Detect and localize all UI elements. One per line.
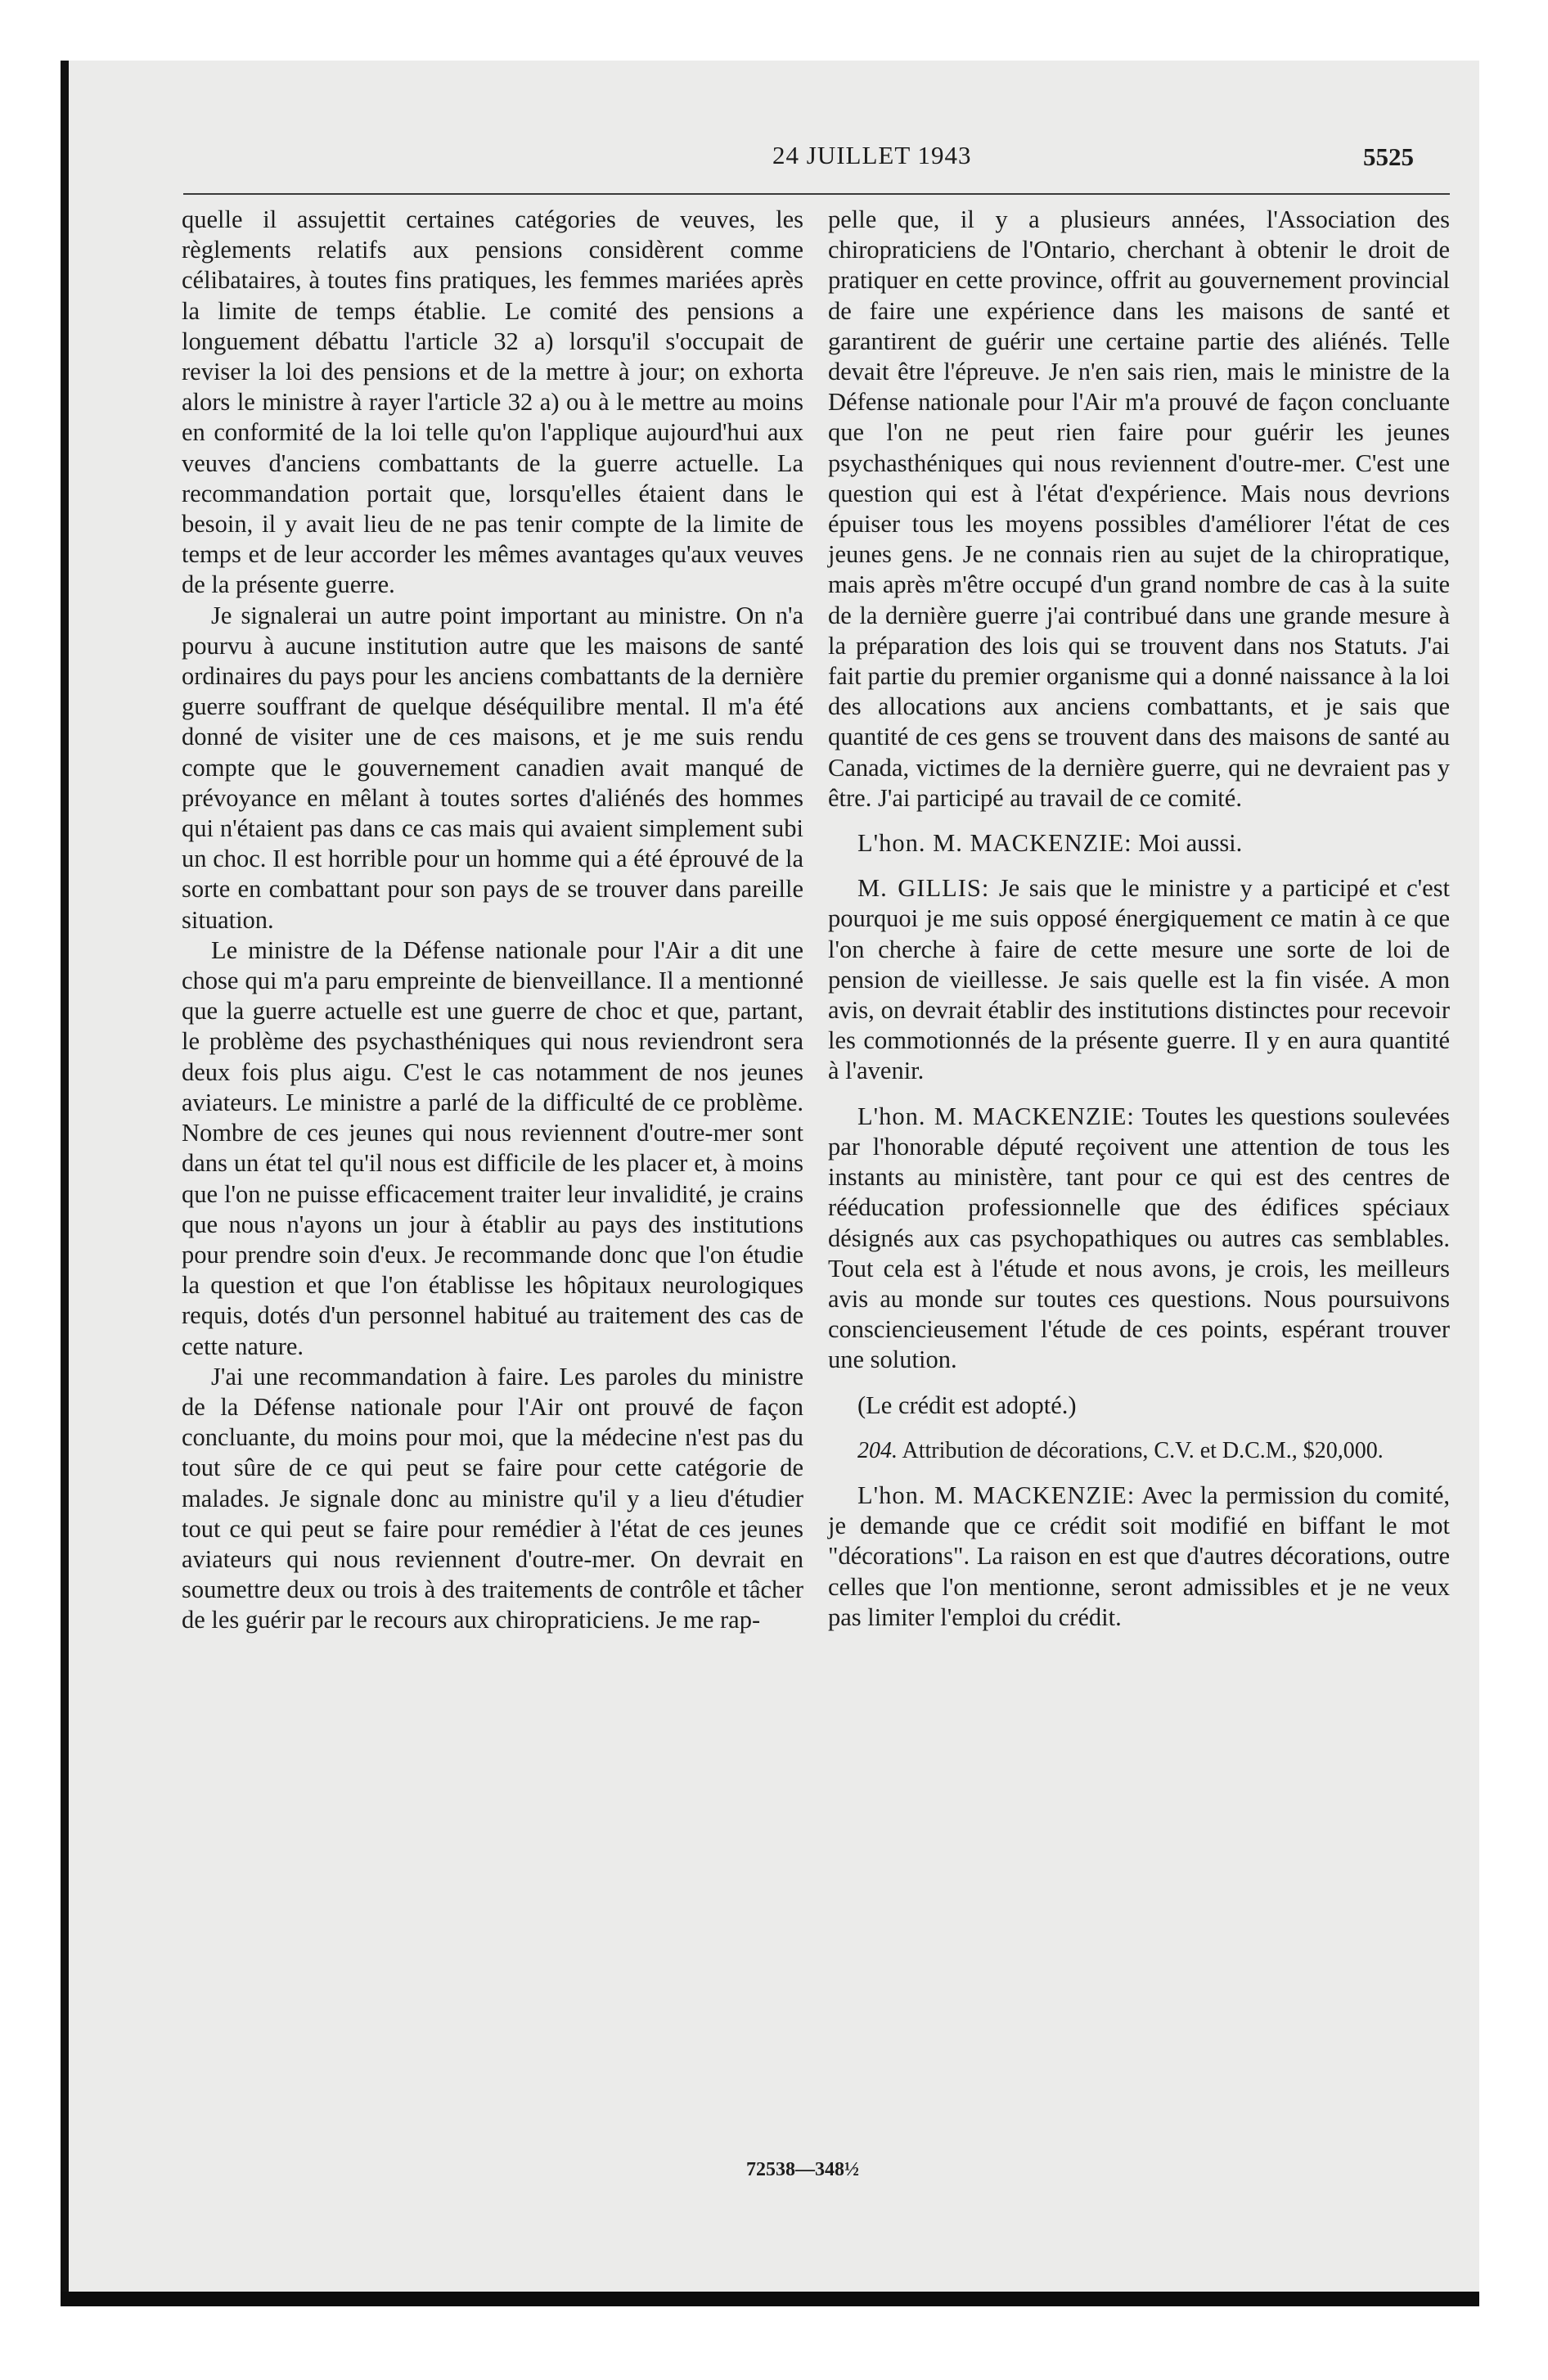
vote-item	[828, 1436, 1450, 1466]
speech-mackenzie-1	[828, 828, 1450, 859]
paragraph-continuation: pelle que, il y a plusieurs années, l'Association des chiropraticiens de l'Ontario, cherchant à obtenir le droit de pratiquer en cette province, offrit au gouvernement provincial de faire une expérience dans les maisons de santé et garantirent de guérir une certaine partie des aliénés. Telle devait être l'épreuve. Je n'en sais rien, mais le ministre de la Défense nationale pour l'Air m'a prouvé de façon concluante que l'on ne peut rien faire pour guérir les jeunes psychasthéniques qui nous reviennent d'outre-mer. C'est une question qui est à l'état d'expérience. Mais nous devrions épuiser tous les moyens possibles d'améliorer l'état de ces jeunes gens. Je ne connais rien au sujet de la chiropratique, mais après m'être occupé d'un grand nombre de cas à la suite de la dernière guerre j'ai contribué dans une grande mesure à la préparation des lois qui se trouvent dans nos Statuts. J'ai fait partie du premier organisme qui a donné naissance à la loi des allocations aux anciens combattants, et je sais que quantité de ces gens se trouvent dans des maisons de santé au Canada, victimes de la dernière guerre, qui ne devraient pas y être. J'ai participé au travail de ce comité.	[828, 205, 1450, 812]
speaker-name: M. GILLIS:	[857, 874, 990, 903]
scan-bottom-edge	[61, 2292, 1479, 2306]
right-column	[828, 205, 1450, 1633]
speech-text: Toutes les questions soulevées par l'honorable député reçoivent une attention de tous les instants au ministère, tant pour ce qui est des centres de rééducation professionnelle que des édifices spéciaux désignés aux cas psychopathiques ou autres cas semblables. Tout cela est à l'étude et nous avons, je crois, les meilleurs avis au monde sur toutes ces questions. Nous poursuivons consciencieusement l'étude de ces points, espérant trouver une solution.	[828, 1102, 1451, 1374]
speaker-name: L'hon. M. MACKENZIE:	[857, 1481, 1136, 1509]
speaker-name: L'hon. M. MACKENZIE:	[857, 829, 1132, 858]
header-rule	[183, 193, 1450, 195]
speaker-name: L'hon. M. MACKENZIE:	[857, 1102, 1135, 1130]
paragraph: quelle il assujettit certaines catégories de veuves, les règlements relatifs aux pensions considèrent comme célibataires, à toutes fins pratiques, les femmes mariées après la limite de temps établie. Le comité des pensions a longuement débattu l'article 32 a) lorsqu'il s'occupait de reviser la loi des pensions et de la mettre à jour; on exhorta alors le ministre à rayer l'article 32 a) ou à le mettre au moins en conformité de la loi telle qu'on l'applique aujourd'hui aux veuves d'anciens combattants de la guerre actuelle. La recommandation portait que, lorsqu'elles étaient dans le besoin, il y avait lieu de ne pas tenir compte de la limite de temps et de leur accorder les mêmes avantages qu'aux veuves de la présente guerre.	[182, 205, 803, 599]
item-number: 204.	[857, 1437, 898, 1463]
speech-text: Je sais que le ministre y a participé et c'est pourquoi je me suis opposé énergiquement ce matin à ce que l'on cherche à faire de cette mesure une sorte de loi de pension de vieillesse. Je sais quelle est la fin visée. A mon avis, on devrait établir des institutions distinctes pour recevoir les commotionnés de la présente guerre. Il y en aura quantité à l'avenir.	[828, 874, 1450, 1085]
credit-adopted-note: (Le crédit est adopté.)	[857, 1391, 1077, 1419]
speech-text: Avec la permission du comité, je demande que ce crédit soit modifié en biffant le mot "décorations". La raison en est que d'autres décorations, outre celles que l'on mentionne, seront admissibles et je ne veux pas limiter l'emploi du crédit.	[828, 1481, 1450, 1631]
paragraph: Je signalerai un autre point important au ministre. On n'a pourvu à aucune institution autre que les maisons de santé ordinaires du pays pour les anciens combattants de la dernière guerre souffrant de quelque déséquilibre mental. Il m'a été donné de visiter une de ces maisons, et je me suis rendu compte que le gouvernement canadien avait manqué de prévoyance en mêlant à toutes sortes d'aliénés des hommes qui n'étaient pas dans ce cas mais qui avaient simplement subi un choc. Il est horrible pour un homme qui a été éprouvé de la sorte en combattant pour son pays de se trouver dans pareille situation.	[182, 601, 803, 934]
paragraph: J'ai une recommandation à faire. Les paroles du ministre de la Défense nationale pour l'Air ont prouvé de façon concluante, du moins pour moi, que la médecine n'est pas du tout sûre de ce qui peut se faire pour cette catégorie de malades. Je signale donc au ministre qu'il y a lieu d'étudier tout ce qui peut se faire pour remédier à l'état de ces jeunes aviateurs qui nous reviennent d'outre-mer. On devrait en soumettre deux ou trois à des traitements de contrôle et tâcher de les guérir par le recours aux chiropraticiens. Je me rap-	[182, 1362, 803, 1634]
speech-mackenzie-2	[828, 1102, 1450, 1376]
paragraph: Le ministre de la Défense nationale pour l'Air a dit une chose qui m'a paru empreinte de bienveillance. Il a mentionné que la guerre actuelle est une guerre de choc et que, partant, le problème des psychasthéniques qui nous reviendront sera deux fois plus aigu. C'est le cas notamment de nos jeunes aviateurs. Le ministre a parlé de la difficulté de ce problème. Nombre de ces jeunes qui nous reviennent d'outre-mer sont dans un état tel qu'il nous est difficile de les placer et, à moins que l'on ne puisse efficacement traiter leur invalidité, je crains que nous n'ayons un jour à établir au pays des institutions pour prendre soin d'eux. Je recommande donc que l'on étudie la question et que l'on établisse les hôpitaux neurologiques requis, dotés d'un personnel habitué au traitement des cas de cette nature.	[182, 935, 803, 1360]
page-header	[69, 141, 1479, 174]
running-head-date: 24 JUILLET 1943	[772, 141, 972, 169]
speech-text: Moi aussi.	[1138, 829, 1243, 858]
footer-signature-code: 72538—348½	[746, 2159, 859, 2180]
page-number: 5525	[1363, 142, 1414, 171]
speech-gillis	[828, 873, 1450, 1086]
left-column	[182, 205, 803, 1636]
speech-mackenzie-3	[828, 1481, 1450, 1633]
item-text: Attribution de décorations, C.V. et D.C.M., $20,000.	[902, 1437, 1384, 1463]
